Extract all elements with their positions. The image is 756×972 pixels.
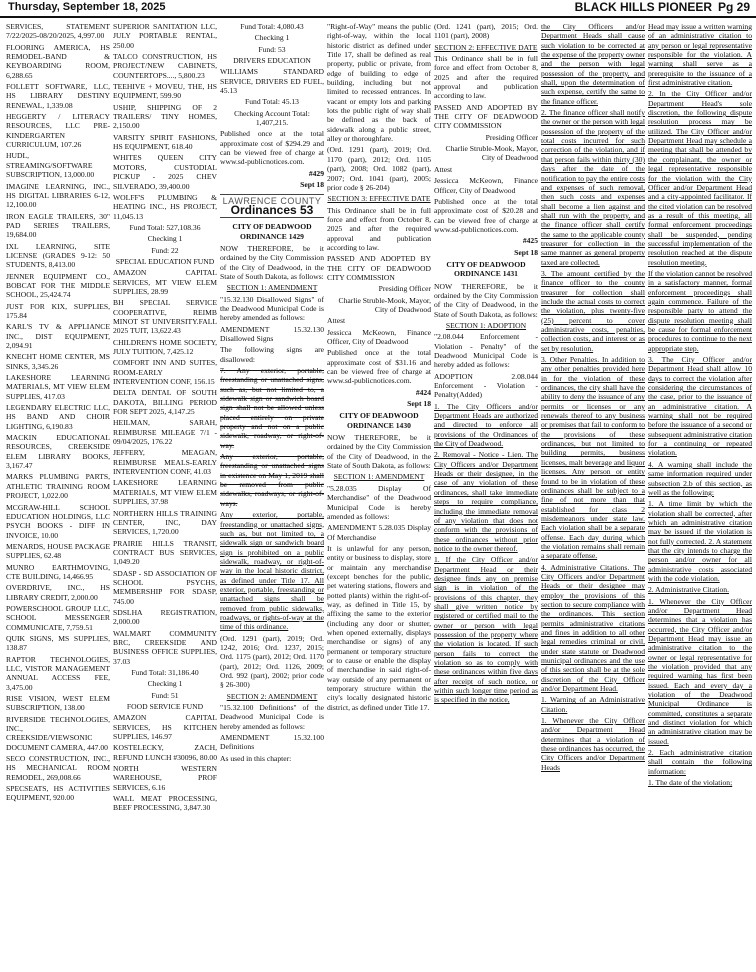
paragraph: #429 (308, 168, 324, 178)
paragraph: AMENDMENT 15.32.100 Definitions (220, 733, 324, 752)
publication-name: BLACK HILLS PIONEER (574, 0, 712, 14)
paragraph: 1. A time limit by which the violation shall be corrected, after which an administrative citation may be issued if the violation is not fully corrected. 2. A statement that the city intends to charge the person and/or owner for all administrative costs associated with the code violation. (648, 499, 752, 583)
column-7 (648, 22, 752, 970)
paragraph: QUIK SIGNS, MS SUPPLIES, 138.87 (6, 633, 110, 653)
paragraph: POWERSCHOOL GROUP LLC, SCHOOL MESSENGER COMMUNICATE, 7,759.51 (6, 603, 110, 632)
paragraph: Charlie Struble-Mook, Mayor, City of Deadwood (338, 295, 431, 314)
paragraph: FLOORING AMERICA, HS REMODEL-BAND & KEYBOARDING ROOM, 6,288.65 (6, 42, 110, 80)
paragraph: "2.08.044 Enforcement - Violation - Penalty" of the Deadwood Municipal Code is hereby added as follows: (434, 332, 538, 370)
paragraph: MARKS PLUMBING PARTS, ATHLETIC TRAINING ROOM PROJECT, 1,022.00 (6, 472, 110, 501)
paragraph: (Ord. 1291 (part), 2019; Ord. 1242, 2016; Ord. 1237, 2015; Ord. 1175 (part), 2012; Ord. 1170 (part), 2012; Ord. 1126, 2009; Ord. 992 (part), 2002; prior code § 26-300) (220, 633, 324, 690)
paragraph: RIVERSIDE TECHNOLOGIES, INC., CREEKSIDE/VIEWSONIC DOCUMENT CAMERA, 447.00 (6, 714, 110, 752)
paragraph: Sept 18 (300, 180, 324, 190)
paragraph: 1. The City Officers and/or Department Heads are authorized and directed to enforce all provisions of the Ordinances of the City of Deadwood. (434, 401, 538, 449)
ordinance-title: CITY OF DEADWOOD ORDINANCE 1430 (339, 411, 419, 430)
paragraph: 4. Administrative Citations. The City Officers and/or Department Heads or their designee may employ the provisions of this section to secure compliance with the ordinances. This section permits administrative citations and fines in addition to all other legal remedies criminal or civil, under state statute or Deadwood municipal ordinances and the use of this section shall be at the sole discretion of the City Officer and/or Department Head. (541, 562, 645, 694)
legal-section-box (220, 194, 324, 219)
paragraph: BH SPECIAL SERVICE COOPERATIVE, REIMB MINOT ST UNIVERSITY.FALL 2025 TUIT, 13,622.43 (113, 298, 217, 336)
paragraph: JENNER EQUIPMENT CO., BOBCAT FOR THE MIDDLE SCHOOL, 25,424.74 (6, 271, 110, 300)
paragraph: USHIP, SHIPPING OF 2 TRAILERS/ TINY HOMES, 2,150.00 (113, 102, 217, 131)
paragraph: 3. The City Officer and/or Department Head shall allow 10 days to correct the violation after considering the circumstances of the case, prior to the issuance of an administrative citation. A warning shall not be required before the issuance of a second or subsequent administrative citation for a continuing or repeated violation. (648, 355, 752, 458)
paragraph: AMENDMENT 5.28.035 Display Of Merchandise (327, 523, 431, 542)
ordinance-title: CITY OF DEADWOOD ORDINANCE 1431 (446, 259, 526, 279)
paragraph: FOOD SERVICE FUND (126, 702, 204, 712)
paragraph: IXL LEARNING, SITE LICENSE (GRADES 9-12: 50 STUDENTS, 8,413.00 (6, 241, 110, 270)
paragraph: JUST FOR KIX, SUPPLIES, 175.84 (6, 301, 110, 320)
paragraph: 2. Removal - Notice - Lien. The City Officers and/or Department Heads or their designee, in the case of any violation of these ordinances, shall take immediate steps to require compliance, including the immediate removal of any violation that does not conform with the provisions of these ordinances without prior notice to the owner thereof. (434, 450, 538, 553)
paragraph: Fund Total: 31,186.40 (131, 668, 199, 677)
ordinance-title: CITY OF DEADWOOD ORDINANCE 1429 (232, 222, 312, 241)
paragraph: 1. The date of the violation; (648, 778, 733, 788)
paragraph: LAKESHORE LEARNING MATERIALS, MT VIEW ELEM SUPPLIES, 417.03 (6, 373, 110, 401)
paragraph: SDASP - SD ASSOCIATION OF SCHOOL PSYCHS, MEMBERSHIP FOR SDASP, 745.00 (113, 568, 217, 606)
paragraph: DRIVERS EDUCATION (233, 56, 311, 66)
paragraph: Sept 18 (514, 247, 538, 257)
column-4 (327, 22, 431, 970)
paragraph: Head may issue a written warning of an administrative citation to any person or legal representative responsible for the violation. A warning shall serve as a prerequisite to the issuance of a first administrative citation. (648, 22, 752, 88)
paragraph: Charlie Struble-Mook, Mayor, City of Deadwood (445, 144, 538, 163)
paragraph: KARL'S TV & APPLIANCE INC., DIST EQUIPMENT, 2,094.91 (6, 322, 110, 350)
paragraph: MENARDS, HOUSE PACKAGE SUPPLIES, 62.48 (6, 541, 110, 561)
paragraph: WALL MEAT PROCESSING, BEEF PROCESSING, 3,847.30 (113, 794, 217, 813)
paragraph: This Ordinance shall be in full force and effect from October 8, 2025 and after the required approval and publication according to law. (434, 54, 538, 101)
paragraph: PASSED AND ADOPTED BY THE CITY OF DEADWOOD CITY COMMISSION (327, 254, 431, 282)
paragraph: NOW THEREFORE, be it ordained by the City Commission of the City of Deadwood, in the State of South Dakota, as follows: (220, 243, 324, 281)
paragraph: It is unlawful for any person, entity or business to display, store or maintain any merchandise (except benches for the public, pet watering stations, flowers and potted plants) within the right-of-way, as defined in Title 15, by affixing the same to the exterior (including any door or shutter, when opened externally, displays merchandise or signs) of any permanent or temporary structure or to cause or enable the display of merchandise in said right-of-way outside of any permanent or temporary structure within the city's locally designated historic district, as defined under Title 17. (327, 543, 431, 712)
paragraph: NOW THEREFORE, be it ordained by the City Commission of the City of Deadwood, in the State of South Dakota, as follows: (434, 281, 538, 319)
paragraph: COMFORT INN AND SUITES, ROOM-EARLY INTERVENTION CONF, 156.15 (113, 358, 217, 387)
page-number: Pg 29 (717, 0, 750, 14)
paragraph: SECTION 2: AMENDMENT (226, 691, 318, 701)
paragraph: 2. The finance officer shall notify the owner or the person with legal possession of the property of the total costs incurred for such correction of the violation, and if that person fails within thirty (30) days after the date of the notification to pay the entire costs and expenses of such removal, then such costs and expenses shall become a lien against and shall run with the property, and the finance officer shall certify the same to the applicable county treasurer for collection in the same manner as general property taxed are collected. (541, 108, 645, 267)
paragraph: OVERDRIVE, INC., HS LIBRARY CREDIT, 2,000.00 (6, 583, 110, 602)
paragraph: KNECHT HOME CENTER, MS SINKS, 3,345.26 (6, 352, 110, 371)
paragraph: HUDL, STREAMING/SOFTWARE SUBSCRIPTION, 13,000.00 (6, 151, 95, 180)
paragraph: LEGENDARY ELECTRIC LLC, HS BAND AND CHOIR LIGHTING, 6,190.83 (6, 403, 110, 431)
paragraph: 7. Any exterior, portable, freestanding or unattached signs, such as, but not limited to, a sidewalk sign or sandwich board sign shall not be allowed unless placed entirely on private property and not on a public sidewalk, roadway, or right-of-way. (220, 366, 324, 450)
column-6 (541, 22, 645, 970)
paragraph: 1. Whenever the City Officer and/or Department Head determines that a violation has occurred, the City Officer and/or Department Head may issue an administrative citation to the owner or legal representative for the violation provided that any required warning has first been issued. Each and every day a violation of the Deadwood Municipal Ordinance is committed, constitutes a separate and distinct violation for which an administrative citation may be issued. (648, 596, 752, 746)
paragraph: Fund: 53 (258, 44, 286, 54)
paragraph: 2. Administrative Citation. (648, 585, 729, 595)
paragraph: Fund Total: 527,108.36 (129, 222, 201, 232)
paragraph: Fund: 22 (151, 245, 179, 255)
paragraph: NOW THEREFORE, be it ordained by the City Commission of the City of Deadwood, in the State of South Dakota, as follows: (327, 433, 431, 471)
paragraph: Jessicca McKeown, Finance Officer, City of Deadwood (434, 176, 538, 195)
paragraph: SECTION 2: EFFECTIVE DATE (434, 42, 538, 52)
paragraph: "Right-of-Way" means the public right-of-way, within the local historic district as defined under Title 17, shall be defined as real property, public or private, from edge of building to edge of building, including but not limited to recessed entrances. In vacant or empty lots and parking lots the public right of way shall be defined as the back of sidewalk along a public street, alley or thoroughfare. (327, 22, 431, 144)
paragraph: AMAZON CAPITAL SERVICES, MT VIEW ELEM SUPPLIES, 28.99 (113, 268, 217, 296)
paragraph: 4. A warning shall include the same information required under subsection 2.b of this section, as well as the following: (648, 459, 752, 497)
paragraph: PRAIRIE HILLS TRANSIT, CONTRACT BUS SERVICES, 1,049.20 (113, 538, 217, 567)
paragraph: RISE VISION, WEST ELEM SUBSCRIPTION, 138.00 (6, 694, 110, 713)
paragraph: KOSTELECKY, ZACH, REFUND LUNCH #30096, 80.00 (113, 743, 217, 762)
paragraph: FOLLETT SOFTWARE, LLC, HS LIBRARY DESTINY RENEWAL, 1,339.08 (6, 82, 110, 110)
paragraph: Fund: 51 (151, 690, 179, 700)
paragraph: Sept 18 (407, 399, 431, 409)
paragraph: 1. If the City Officer and/or Department Head or their designee finds any on premise sign is in violation of the provisions of this chapter, they shall give written notice by registered or certified mail to the owner or person with legal possession of the property where the violation is located. If such person fails to correct the violation so as to comply with these ordinances within five days after receipt of such notice, or within such longer time period as is specified in the notice, (434, 555, 538, 705)
paragraph: AMENDMENT 15.32.130 Disallowed Signs (220, 324, 324, 343)
paragraph: AMAZON CAPITAL SERVICES, HS KITCHEN SUPPLIES, 146.97 (113, 713, 217, 742)
paragraph: (Ord. 1291 (part), 2019; Ord. 1170 (part), 2012; Ord. 1105 (part), 2008; Ord. 1082 (part), 2007; Ord. 1041 (part), 2005; prior code § 26-204) (327, 145, 431, 192)
paragraph: The following signs are disallowed: (220, 345, 324, 364)
paragraph: Checking Account Total: 1,407,215. (234, 108, 310, 128)
paragraph: NORTHERN HILLS TRAINING CENTER, INC, DAY SERVICES, 1,720.00 (113, 508, 217, 537)
paragraph: MACKIN EDUCATIONAL RESOURCES, CREEKSIDE ELEM LIBRARY BOOKS, 3,167.47 (6, 433, 110, 471)
paragraph: MCGRAW-HILL SCHOOL EDUCATION HOLDINGS, LLC PSYCH BOOKS - DIFF IN INVOICE, 10.00 (6, 502, 110, 540)
paragraph: TALCO CONSTRUCTION, HS PROJECT/NEW CABINETS, COUNTERTOPS...., 5,800.23 (113, 52, 217, 80)
paragraph: WALMART COMMUNITY BRC, CREEKSIDE AND BUSINESS OFFICE SUPPLIES, 37.03 (113, 628, 217, 666)
paragraph: Attest (434, 164, 453, 174)
paragraph: Attest (327, 316, 346, 326)
paragraph: 1. Warning of an Administrative Citation. (541, 695, 645, 714)
paragraph: MUNRO EARTHMOVING, CTE BUILDING, 14,466.95 (6, 562, 110, 581)
column-3 (220, 22, 324, 970)
paragraph: SECTION 1: AMENDMENT (333, 472, 425, 482)
paragraph: #425 (522, 236, 538, 246)
paragraph: Published once at the total approximate cost of $31.16 and can be viewed free of charge at www.sd-publicnotices.com. (327, 348, 431, 386)
paragraph: SPECSEATS, HS ACTIVITIES EQUIPMENT, 920.00 (6, 784, 110, 803)
paragraph: NORTH WESTERN WAREHOUSE, PROF SERVICES, 6.16 (113, 764, 217, 792)
paragraph: 2. Each administrative citation shall contain the following information: (648, 748, 752, 776)
paragraph: Presiding Officer (378, 284, 431, 294)
paragraph: 2. In the City Officer and/or Department Head's sole discretion, the following dispute resolution process may be utilized. The City Officer and/or Department Head may schedule a meeting that shall be attended by the complainant, the owner or legal representative responsible for the violation with the City Officer and/or Department Head and a city-appointed facilitator. If the cited violation can be resolved as a result of this meeting, all formal enforcement proceedings shall be suspended, pending successful implementation of the resolution reached at the dispute resolution meeting. (648, 89, 752, 267)
paragraph: DELTA DENTAL OF SOUTH DAKOTA, BILLING PERIOD FOR SEPT 2025, 4,147.25 (113, 388, 217, 417)
paragraph: "5.28.035 Display Of Merchandise" of the Deadwood Municipal Code is hereby amended as follows: (327, 483, 431, 521)
column-1 (6, 22, 110, 970)
paragraph: VARSITY SPIRIT FASHIONS, HS EQUIPMENT, 618.40 (113, 132, 217, 152)
paragraph: JEFFERY, MEAGAN, REIMBURSE MEALS-EARLY INTERVENTION CONF, 41.03 (113, 448, 217, 477)
paragraph: 3. Other Penalties. In addition to any other penalties provided here in for the violation of these ordinances, the city shall have the ability to deny the issuance of any permits or licenses or any renewals thereof to any business or premises that fail to conform to the provisions of these ordinances, but not limited to building permits, business licenses, malt beverage and liquor licenses. Any person or entity found to be in violation of these ordinances shall be subject to a fine of not more than that established for class 2 misdemeanors under state law. Each violation shall be a separate offense. Each day during which the violation remains shall remain a separate offense. (541, 355, 645, 561)
paragraph: #424 (415, 387, 431, 397)
paragraph: SDSLHA REGISTRATION, 2,000.00 (113, 607, 217, 627)
paragraph: Jessicca McKeown, Finance Officer, City of Deadwood (327, 327, 431, 346)
header-rule (0, 16, 756, 18)
paragraph: CHILDREN'S HOME SOCIETY, JULY TUITION, 7,425.12 (113, 337, 217, 356)
column-2 (113, 22, 217, 970)
paragraph: SECTION 1: ADOPTION (445, 320, 527, 330)
legal-section-county: LAWRENCE COUNTY (222, 195, 322, 206)
paragraph: ADOPTION 2.08.044 Enforcement - Violation - Penalty(Added) (434, 371, 538, 400)
paragraph: Published once at the total approximate cost of $20.28 and can be viewed free of charge at www.sd-publicnotices.com. (434, 196, 538, 234)
paragraph: IRON EAGLE TRAILERS, 30" PAD SERIES TRAILERS, 19,684.00 (6, 211, 110, 240)
paragraph: WOLFF'S PLUMBING & HEATING INC., HS PROJECT, 11,045.13 (113, 192, 217, 221)
paragraph: Fund Total: 45.13 (245, 97, 299, 107)
paragraph: IMAGINE LEARNING, INC., HS DIGITAL LIBRARIES 6-12, 12,100.00 (6, 181, 110, 210)
paragraph: PASSED AND ADOPTED BY THE CITY OF DEADWOOD CITY COMMISSION (434, 102, 538, 131)
paragraph: As used in this chapter: (220, 753, 292, 763)
paragraph: Fund Total: 4,080.43 (240, 22, 304, 31)
paragraph: (Ord. 1241 (part), 2015; Ord. 1101 (part), 2008) (434, 22, 538, 41)
paragraph: SERVICES, STATEMENT 7/22/2025-08/20/2025, 4,997.00 (6, 22, 110, 41)
paragraph: Any exterior, portable, freestanding or unattached signs in existence on May 1, 2019 shall be removed from public sidewalks, roadways, or right-of-ways. (220, 452, 324, 508)
paragraph: Checking 1 (147, 679, 183, 689)
paragraph: WHITES QUEEN CITY MOTORS, CUSTODIAL PICKUP - 2025 CHEV SILVERADO, 39,400.00 (113, 153, 217, 191)
paragraph: SECTION 3: EFFECTIVE DATE (327, 194, 431, 204)
paragraph: Checking 1 (147, 234, 183, 244)
paragraph: SECO CONSTRUCTION, INC., HS MECHANICAL ROOM REMODEL, 269,008.66 (6, 754, 110, 782)
paragraph: RAPTOR TECHNOLOGIES, LLC, VISTOR MANAGEMENT ANNUAL ACCESS FEE, 3,475.00 (6, 654, 110, 692)
paragraph: WILLIAMS STANDARD SERVICE, DRIVERS ED FUEL, 45.13 (220, 67, 324, 96)
paragraph: Checking 1 (254, 33, 290, 43)
paragraph: This Ordinance shall be in full force and effect from October 8, 2025 and after the required approval and publication according to law. (327, 205, 431, 252)
paragraph: Published once at the total approximate cost of $294.29 and can be viewed free of charge at www.sd-publicnotices.com. (220, 129, 324, 167)
paragraph: "15.32.100 Definitions" of the Deadwood Municipal Code is hereby amended as follows: (220, 703, 324, 731)
paragraph: Presiding Officer (485, 132, 538, 142)
legal-section-title: Ordinances 53 (230, 202, 314, 217)
paragraph: "15.32.130 Disallowed Signs" of the Deadwood Municipal Code is hereby amended as follows: (220, 294, 324, 323)
paragraph: SECTION 1: AMENDMENT (226, 283, 318, 293)
paragraph: 3. The amount certified by the finance officer to the county treasurer for collection shall include the actual costs to correct the violation, plus twenty-five (25) percent to cover administrative costs, penalties, collection costs, and interest or as set by resolution. (541, 268, 645, 353)
paragraph: If the violation cannot be resolved in a satisfactory manner, formal enforcement proceedings shall again commence. Failure of the responsible party to attend the dispute resolution meeting shall be cause for formal enforcement procedures to continue to the next appropriate step. (648, 268, 752, 353)
paragraph: SPECIAL EDUCATION FUND (115, 256, 215, 266)
paragraph: the City Officers and/or Department Heads shall cause such violation to be corrected at the expense of the property owner and the person with legal possession of the property, and shall, upon the determination of such expense, certify the same to the finance officer. (541, 22, 645, 106)
paragraph: Any exterior, portable, freestanding or unattached signs, such as, but not limited to, a sidewalk sign or sandwich board sign is prohibited on a public sidewalk, roadway, or right-of-way in the local historic district, as defined under Title 17. All exterior, portable, freestanding or unattached signs shall be removed from public sidewalks, roadways, or rights-of-way at the time of this ordinance. (220, 510, 324, 632)
paragraph: TEEHIVE + MOVEU, THE, HS EQUIPMENT, 599.90 (113, 82, 217, 101)
paragraph: LAKESHORE LEARNING MATERIALS, MT VIEW ELEM SUPPLIES, 37.98 (113, 478, 217, 507)
paragraph: 1. Whenever the City Officer and/or Department Head determines that a violation of these ordinances has occurred, the City Officers and/or Department Heads (541, 716, 645, 772)
paragraph: HEGGERTY / LITERACY RESOURCES, LLC PRE-KINDERGARTEN CURRICULUM, 107.26 (6, 112, 110, 150)
page-header (0, 0, 756, 16)
paragraph: HEILMAN, SARAH, REIMBURSE MILEAGE 7/1 - 09/04/2025, 176.22 (113, 418, 217, 447)
column-5 (434, 22, 538, 970)
paragraph: SUPERIOR SANITATION LLC, JULY PORTABLE RENTAL, 250.00 (113, 22, 217, 50)
issue-date: Thursday, September 18, 2025 (8, 1, 166, 13)
